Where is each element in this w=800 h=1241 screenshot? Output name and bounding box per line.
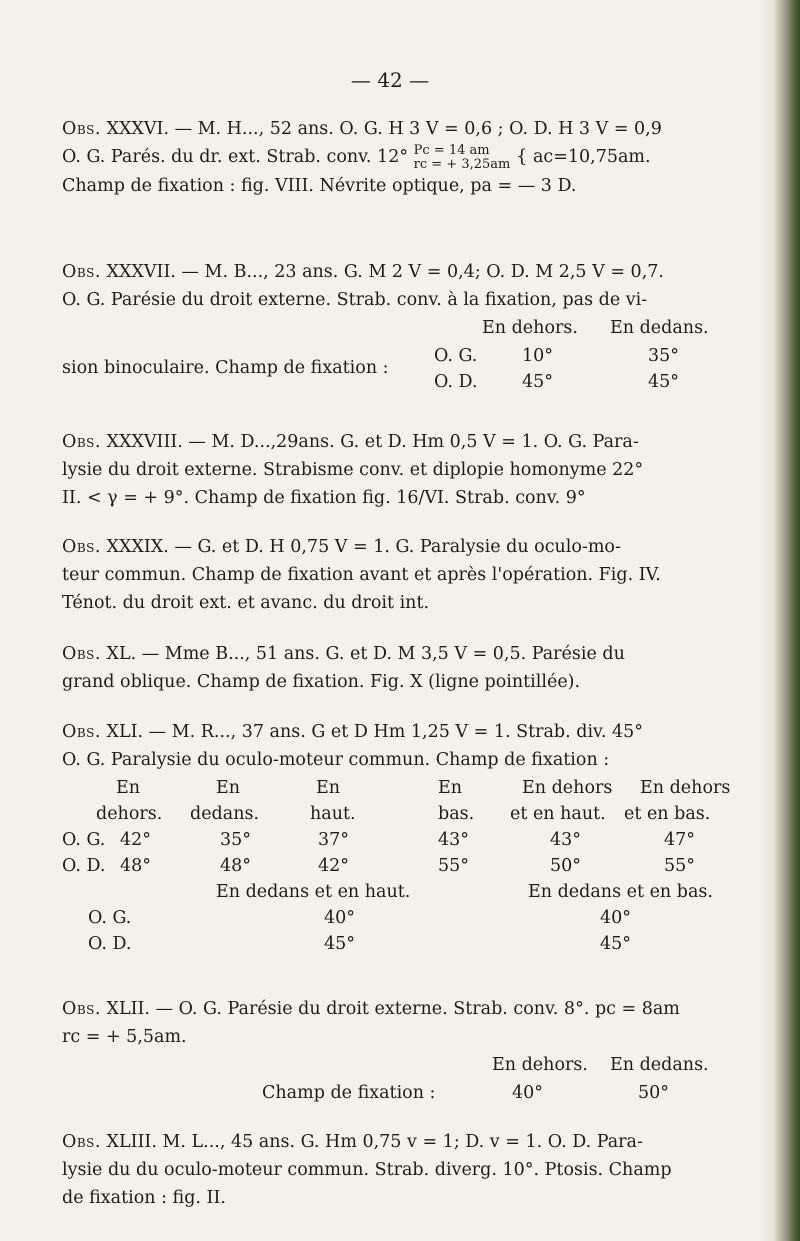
obs41-og-row: O. G. 42° 35° 37° 43° 43° 47°: [62, 830, 696, 850]
obs39-line2: teur commun. Champ de fixation avant et après l'opération. Fig. IV.: [62, 565, 661, 585]
obs38-line2: lysie du droit externe. Strabisme conv. et diplopie homonyme 22°: [62, 460, 644, 480]
obs36-line3: Champ de fixation : fig. VIII. Névrite optique, pa = — 3 D.: [62, 175, 577, 196]
observation-38: [62, 428, 722, 512]
obs41-od-row: O. D. 48° 48° 42° 55° 50° 55°: [62, 856, 696, 876]
obs37-col-headers: En dehors. En dedans.: [482, 318, 709, 338]
obs43-line3: de fixation : fig. II.: [62, 1188, 226, 1208]
observation-40: [62, 640, 722, 696]
obs36-line2: O. G. Parés. du dr. ext. Strab. conv. 12° Pc = 14 am rc = + 3,25am { ac=10,75am.: [62, 142, 651, 172]
obs37-line2: O. G. Parésie du droit externe. Strab. conv. à la fixation, pas de vi-: [62, 290, 648, 310]
obs37-og-row: O. G. 10° 35°: [434, 346, 680, 366]
page-number: — 42 —: [350, 68, 430, 92]
obs42-col-headers: En dehors. En dedans.: [492, 1055, 709, 1075]
obs41-headers-bottom: dehors. dedans. haut. bas. et en haut. et en bas.: [96, 804, 711, 824]
obs39-line3: Ténot. du droit ext. et avanc. du droit int.: [62, 593, 430, 613]
obs37-line1: Obs. XXXVII. — M. B..., 23 ans. G. M 2 V = 0,4; O. D. M 2,5 V = 0,7.: [62, 262, 664, 282]
obs39-line1: Obs. XXXIX. — G. et D. H 0,75 V = 1. G. Paralysie du oculo-mo-: [62, 537, 621, 557]
obs41-line2: O. G. Paralysie du oculo-moteur commun. Champ de fixation :: [62, 750, 610, 770]
book-spine-edge: [760, 0, 800, 1241]
obs41-sub-headers: En dedans et en haut. En dedans et en bas.: [216, 882, 713, 902]
obs41-line1: Obs. XLI. — M. R..., 37 ans. G et D Hm 1,25 V = 1. Strab. div. 45°: [62, 722, 643, 742]
obs41-headers-top: En En En En En dehors En dehors: [116, 778, 731, 798]
obs42-line1: Obs. XLII. — O. G. Parésie du droit externe. Strab. conv. 8°. pc = 8am: [62, 999, 680, 1019]
obs36-line1: Obs. XXXVI. — M. H..., 52 ans. O. G. H 3 V = 0,6 ; O. D. H 3 V = 0,9: [62, 119, 662, 139]
refraction-fraction: Pc = 14 am rc = + 3,25am: [413, 142, 511, 172]
observation-41: [62, 718, 731, 956]
obs42-line2: rc = + 5,5am.: [62, 1027, 187, 1047]
obs37-lead-row: sion binoculaire. Champ de fixation :: [62, 358, 389, 378]
observation-37: [62, 258, 722, 396]
observation-43: [62, 1128, 722, 1212]
obs38-line1: Obs. XXXVIII. — M. D...,29ans. G. et D. Hm 0,5 V = 1. O. G. Para-: [62, 432, 639, 452]
observation-39: [62, 533, 722, 617]
obs41-og-sub-row: O. G. 40° 40°: [88, 908, 632, 928]
obs40-line2: grand oblique. Champ de fixation. Fig. X (ligne pointillée).: [62, 672, 581, 692]
obs42-values-row: Champ de fixation : 40° 50°: [262, 1083, 670, 1103]
obs43-line1: Obs. XLIII. M. L..., 45 ans. G. Hm 0,75 v = 1; D. v = 1. O. D. Para-: [62, 1132, 643, 1152]
obs-label: Obs.: [62, 119, 101, 139]
obs41-od-sub-row: O. D. 45° 45°: [88, 934, 632, 954]
obs38-line3: II. < γ = + 9°. Champ de fixation fig. 16/VI. Strab. conv. 9°: [62, 488, 586, 508]
obs43-line2: lysie du du oculo-moteur commun. Strab. diverg. 10°. Ptosis. Champ: [62, 1160, 672, 1180]
observation-42: [62, 995, 722, 1107]
observation-36: [62, 115, 722, 200]
obs37-od-row: O. D. 45° 45°: [434, 372, 680, 392]
obs40-line1: Obs. XL. — Mme B..., 51 ans. G. et D. M 3,5 V = 0,5. Parésie du: [62, 644, 625, 664]
